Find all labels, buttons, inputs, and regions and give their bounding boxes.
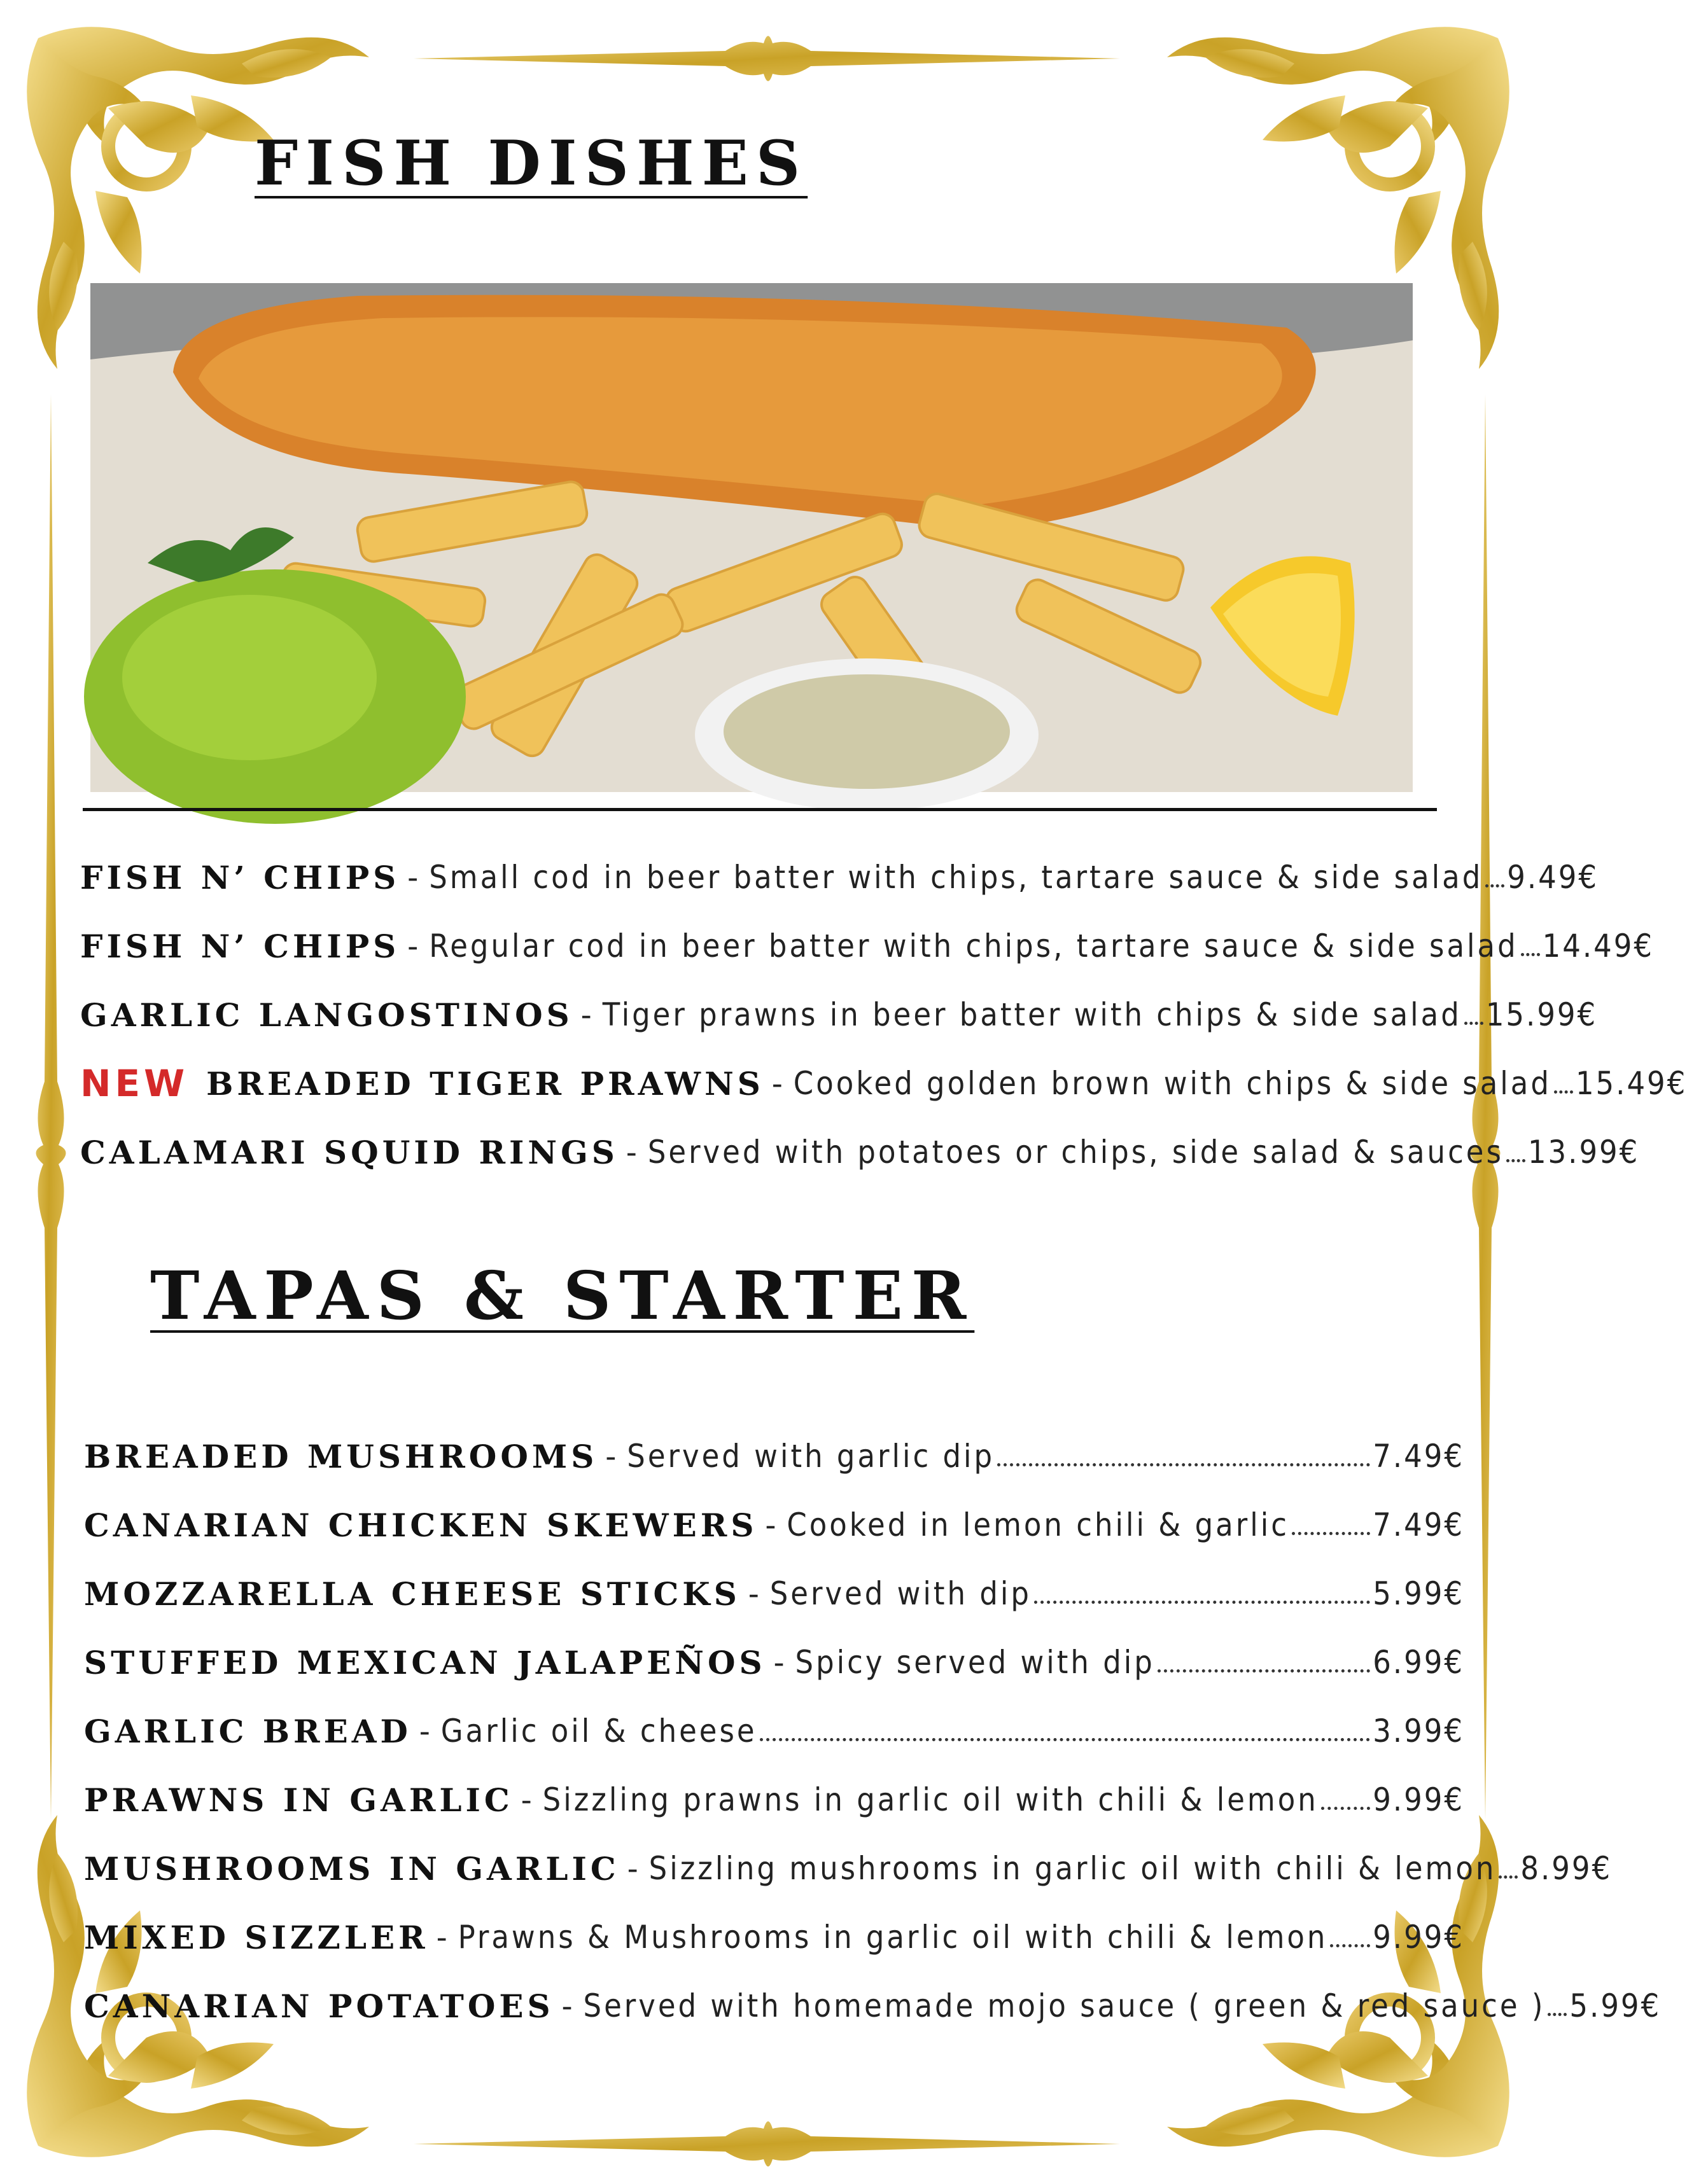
item-price: 7.49€ bbox=[1373, 1506, 1464, 1543]
item-price: 5.99€ bbox=[1569, 1987, 1662, 2024]
item-description: Garlic oil & cheese bbox=[440, 1713, 757, 1749]
item-name: CANARIAN CHICKEN SKEWERS bbox=[84, 1506, 758, 1544]
item-description: Served with homemade mojo sauce ( green & red sauce ) bbox=[583, 1987, 1546, 2024]
item-separator: - bbox=[580, 996, 595, 1033]
item-separator: - bbox=[626, 1134, 640, 1171]
item-price: 9.99€ bbox=[1373, 1781, 1464, 1818]
menu-item bbox=[80, 912, 1655, 980]
item-price: 13.99€ bbox=[1527, 1134, 1640, 1171]
item-name: MOZZARELLA CHEESE STICKS bbox=[84, 1575, 741, 1613]
fish-and-chips-photo bbox=[90, 283, 1413, 792]
item-separator: - bbox=[605, 1438, 620, 1475]
item-price: 9.99€ bbox=[1373, 1919, 1464, 1956]
item-price: 15.49€ bbox=[1575, 1065, 1687, 1102]
item-description: Small cod in beer batter with chips, tartare sauce & side salad bbox=[429, 859, 1483, 896]
menu-item bbox=[80, 1118, 1640, 1186]
menu-item bbox=[84, 1972, 1662, 2040]
item-name: FISH N’ CHIPS bbox=[80, 927, 400, 965]
item-separator: - bbox=[773, 1644, 788, 1681]
item-description: Served with potatoes or chips, side salad & sauces bbox=[647, 1134, 1504, 1171]
menu-item bbox=[84, 1834, 1613, 1903]
item-description: Cooked in lemon chili & garlic bbox=[787, 1506, 1289, 1543]
item-price: 5.99€ bbox=[1373, 1575, 1464, 1612]
menu-item bbox=[84, 1491, 1464, 1559]
section-divider bbox=[83, 808, 1437, 811]
item-price: 3.99€ bbox=[1373, 1713, 1464, 1749]
item-separator: - bbox=[748, 1575, 762, 1612]
item-name: MUSHROOMS IN GARLIC bbox=[84, 1849, 620, 1888]
item-separator: - bbox=[771, 1065, 786, 1102]
item-name: FISH N’ CHIPS bbox=[80, 858, 400, 896]
item-description: Sizzling prawns in garlic oil with chili & lemon bbox=[542, 1781, 1319, 1818]
item-price: 6.99€ bbox=[1373, 1644, 1464, 1681]
item-separator: - bbox=[407, 928, 422, 964]
dot-leader bbox=[1034, 1601, 1370, 1604]
item-separator: - bbox=[561, 1987, 576, 2024]
menu-item bbox=[84, 1903, 1464, 1972]
item-price: 9.49€ bbox=[1507, 859, 1599, 896]
menu-item bbox=[84, 1628, 1464, 1697]
dot-leader bbox=[1554, 1090, 1573, 1094]
item-name: CANARIAN POTATOES bbox=[84, 1987, 554, 2025]
item-name: MIXED SIZZLER bbox=[84, 1918, 429, 1956]
item-name: GARLIC LANGOSTINOS bbox=[80, 996, 573, 1034]
item-price: 14.49€ bbox=[1542, 928, 1655, 964]
item-separator: - bbox=[419, 1713, 433, 1749]
tapas-list bbox=[84, 1422, 1662, 2040]
item-separator: - bbox=[627, 1850, 641, 1887]
item-description: Served with dip bbox=[769, 1575, 1032, 1612]
item-description: Cooked golden brown with chips & side salad bbox=[793, 1065, 1551, 1102]
item-price: 15.99€ bbox=[1485, 996, 1598, 1033]
dot-leader bbox=[1330, 1944, 1370, 1947]
new-badge: NEW bbox=[80, 1062, 189, 1105]
dot-leader bbox=[1499, 1875, 1518, 1879]
dot-leader bbox=[1485, 884, 1504, 887]
item-description: Served with garlic dip bbox=[627, 1438, 995, 1475]
item-price: 7.49€ bbox=[1373, 1438, 1464, 1475]
item-description: Sizzling mushrooms in garlic oil with chili & lemon bbox=[648, 1850, 1497, 1887]
fish-dishes-list bbox=[80, 843, 1687, 1186]
menu-item bbox=[84, 1422, 1464, 1491]
tapas-starter-title: TAPAS & STARTER bbox=[150, 1256, 975, 1335]
dot-leader bbox=[1321, 1807, 1370, 1810]
menu-item bbox=[84, 1697, 1464, 1765]
item-name: BREADED MUSHROOMS bbox=[84, 1437, 598, 1475]
dot-leader bbox=[1506, 1159, 1525, 1162]
item-description: Regular cod in beer batter with chips, tartare sauce & side salad bbox=[429, 928, 1518, 964]
item-name: PRAWNS IN GARLIC bbox=[84, 1781, 514, 1819]
dot-leader bbox=[1464, 1022, 1483, 1025]
dot-leader bbox=[760, 1738, 1371, 1741]
menu-item bbox=[84, 1765, 1464, 1834]
item-separator: - bbox=[436, 1919, 451, 1956]
item-separator: - bbox=[407, 859, 422, 896]
item-separator: - bbox=[521, 1781, 535, 1818]
dot-leader bbox=[1548, 2013, 1567, 2016]
item-description: Tiger prawns in beer batter with chips & side salad bbox=[602, 996, 1462, 1033]
dot-leader bbox=[997, 1463, 1370, 1466]
item-description: Prawns & Mushrooms in garlic oil with chili & lemon bbox=[458, 1919, 1328, 1956]
menu-item bbox=[84, 1559, 1464, 1628]
item-description: Spicy served with dip bbox=[795, 1644, 1155, 1681]
menu-item bbox=[80, 1049, 1687, 1118]
item-price: 8.99€ bbox=[1520, 1850, 1613, 1887]
dot-leader bbox=[1158, 1669, 1370, 1673]
item-name: CALAMARI SQUID RINGS bbox=[80, 1133, 619, 1171]
dot-leader bbox=[1292, 1532, 1370, 1535]
item-name: BREADED TIGER PRAWNS bbox=[206, 1064, 764, 1102]
item-name: STUFFED MEXICAN JALAPEÑOS bbox=[84, 1643, 766, 1681]
dot-leader bbox=[1521, 953, 1540, 956]
item-name: GARLIC BREAD bbox=[84, 1712, 412, 1750]
menu-item bbox=[80, 843, 1599, 912]
fish-dishes-title: FISH DISHES bbox=[255, 127, 808, 199]
menu-item bbox=[80, 980, 1598, 1049]
item-separator: - bbox=[765, 1506, 780, 1543]
